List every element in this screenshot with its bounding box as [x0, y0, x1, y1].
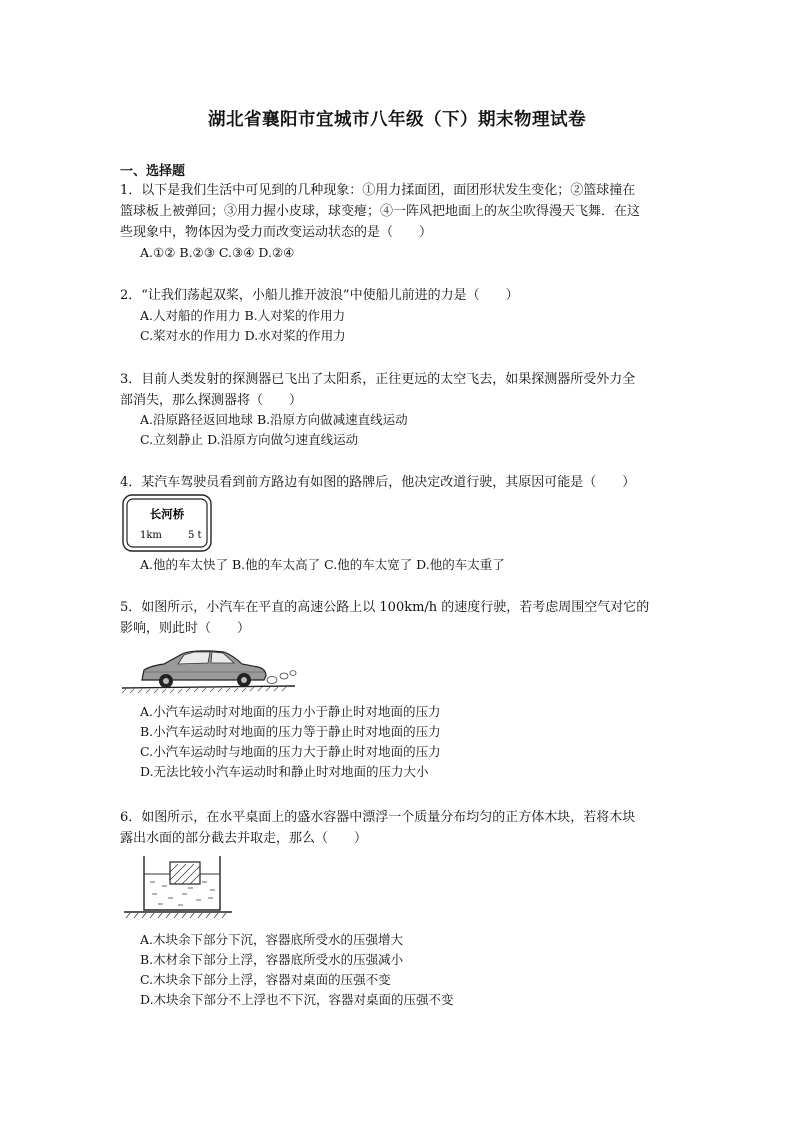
question-line: 部消失，那么探测器将（ ） — [120, 393, 303, 408]
question-line: 篮球板上被弹回；③用力握小皮球，球变瘪；④一阵风把地面上的灰尘吹得漫天飞舞．在这 — [120, 204, 641, 219]
option-line: D.无法比较小汽车运动时和静止时对地面的压力大小 — [140, 764, 429, 779]
question-5-options — [140, 702, 680, 782]
question-line: 影响，则此时（ ） — [120, 621, 251, 636]
option-line: C.桨对水的作用力 D.水对桨的作用力 — [140, 328, 346, 343]
option-line: B.小汽车运动时对地面的压力等于静止时对地面的压力 — [140, 724, 441, 739]
question-3-options — [140, 410, 680, 450]
question-1 — [120, 180, 680, 243]
sign-weight-limit: 5 t — [188, 530, 202, 541]
question-6-options — [140, 930, 680, 1010]
question-4 — [120, 472, 680, 493]
question-line: 1．以下是我们生活中可见到的几种现象：①用力揉面团，面团形状发生变化；②篮球撞在 — [120, 183, 636, 198]
question-line: 2．“让我们荡起双桨，小船儿推开波浪”中使船儿前进的力是（ ） — [120, 288, 519, 303]
question-3 — [120, 369, 680, 411]
question-2 — [120, 285, 680, 306]
option-line: D.木块余下部分不上浮也不下沉，容器对桌面的压强不变 — [140, 992, 454, 1007]
question-line: 露出水面的部分截去并取走，那么（ ） — [120, 831, 368, 846]
sign-distance: 1km — [140, 530, 162, 541]
question-2-options — [140, 306, 680, 346]
container-figure — [122, 852, 234, 922]
section-heading: 一、选择题 — [120, 164, 186, 179]
option-line: A.木块余下部分下沉，容器底所受水的压强增大 — [140, 932, 404, 947]
sign-bridge-name: 长河桥 — [149, 507, 185, 521]
option-line: A.①② B.②③ C.③④ D.②④ — [140, 245, 295, 260]
question-line: 6．如图所示，在水平桌面上的盛水容器中漂浮一个质量分布均匀的正方体木块，若将木块 — [120, 810, 636, 825]
question-line: 4．某汽车驾驶员看到前方路边有如图的路牌后，他决定改道行驶，其原因可能是（ ） — [120, 475, 636, 490]
question-1-options — [140, 243, 680, 263]
option-line: A.他的车太快了 B.他的车太高了 C.他的车太宽了 D.他的车太重了 — [140, 557, 505, 572]
option-line: A.小汽车运动时对地面的压力小于静止时对地面的压力 — [140, 704, 441, 719]
option-line: C.小汽车运动时与地面的压力大于静止时对地面的压力 — [140, 744, 441, 759]
car-figure — [120, 642, 300, 694]
question-line: 些现象中，物体因为受力而改变运动状态的是（ ） — [120, 225, 433, 240]
question-4-options — [140, 555, 680, 575]
question-line: 3．目前人类发射的探测器已飞出了太阳系，正往更远的太空飞去，如果探测器所受外力全 — [120, 372, 636, 387]
option-line: C.立刻静止 D.沿原方向做匀速直线运动 — [140, 432, 359, 447]
road-sign-figure — [122, 494, 212, 552]
question-6 — [120, 807, 680, 849]
option-line: A.沿原路径返回地球 B.沿原方向做减速直线运动 — [140, 412, 408, 427]
question-5 — [120, 597, 680, 639]
option-line: A.人对船的作用力 B.人对桨的作用力 — [140, 308, 346, 323]
page-title: 湖北省襄阳市宜城市八年级（下）期末物理试卷 — [208, 110, 586, 130]
option-line: B.木材余下部分上浮，容器底所受水的压强减小 — [140, 952, 404, 967]
question-line: 5．如图所示，小汽车在平直的高速公路上以 100km/h 的速度行驶，若考虑周围空气对它的 — [120, 600, 650, 615]
option-line: C.木块余下部分上浮，容器对桌面的压强不变 — [140, 972, 391, 987]
